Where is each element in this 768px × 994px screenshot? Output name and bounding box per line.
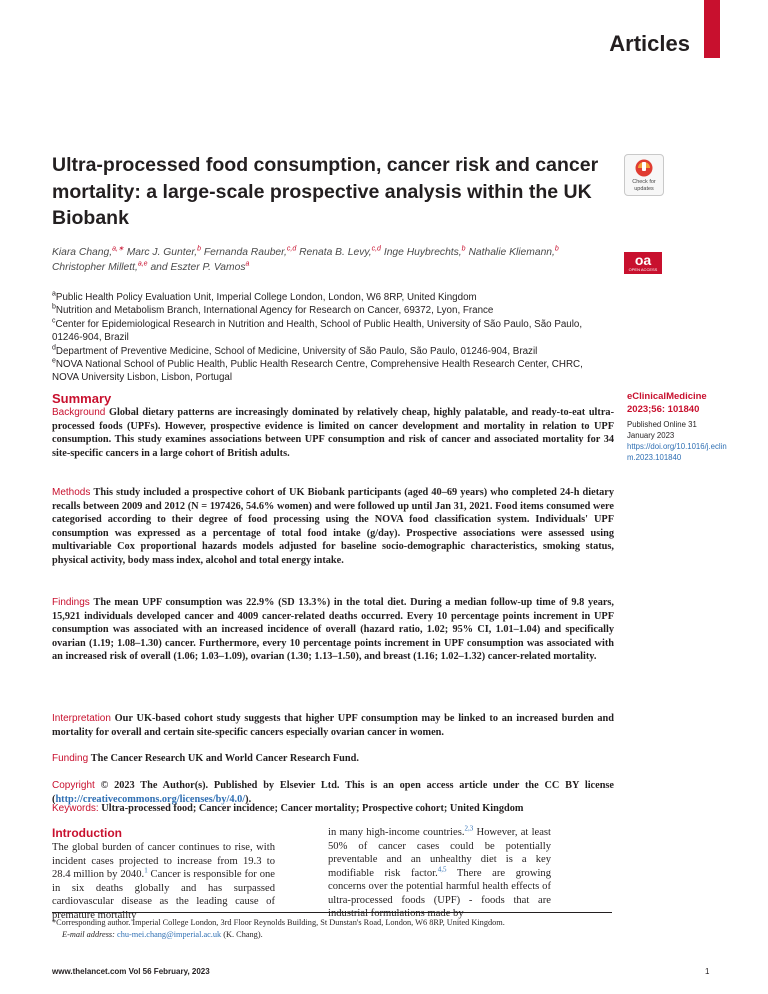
- author-conjunction: and: [150, 262, 168, 273]
- sidebar-journal: eClinicalMedicine: [627, 391, 707, 402]
- affiliation: $^a$Public Health Policy Evaluation Unit, Imperial College London, London, W6 8RP, United Kingdom: [52, 290, 477, 303]
- footer-journal-line: www.thelancet.com Vol 56 February, 2023: [52, 967, 210, 976]
- header-accent-bar: [704, 0, 720, 58]
- introduction-heading-visible: Introduction: [52, 826, 122, 840]
- author[interactable]: Renata B. Levy,$^{c,d}$: [299, 245, 381, 258]
- affiliation: $^e$NOVA National School of Public Health, Public Health Research Centre, Comprehensive Health Research Center, CHRC, NOVA University Lisbon, Lisbon, Portugal: [52, 357, 583, 384]
- check-updates-text-1: Check for: [632, 179, 656, 185]
- open-access-subtext: OPEN ACCESS: [628, 267, 658, 272]
- page-number: 1: [705, 967, 710, 976]
- check-updates-text-2: updates: [634, 186, 654, 192]
- open-access-badge[interactable]: [624, 252, 662, 274]
- author[interactable]: Eszter P. Vamos$^a$: [170, 260, 250, 273]
- author[interactable]: Christopher Millett,$^{a,e}$: [52, 260, 148, 273]
- summary-copyright: Copyright © 2023 The Author(s). Published by Elsevier Ltd. This is an open access article under the CC BY license (http://creativecommons.org/licenses/by/4.0/).: [52, 780, 614, 805]
- summary-methods: Methods This study included a prospective cohort of UK Biobank participants (aged 40–69 years) who completed 24-h dietary recalls between 2009 and 2012 (N = 197426, 54.6% women) and were followed up until Jan 31, 2021. Food items consumed were categorised according to their degree of food processing using the NOVA food classification system. Individuals' UPF consumption was expressed as a percentage of total food intake (g/day). Prospective associations were assessed using multivariable Cox proportional hazards models adjusted for baseline socio-demographic characteristics, smoking status, physical activity, body mass index, alcohol and total energy intake.: [52, 487, 614, 566]
- summary-funding: Funding The Cancer Research UK and World Cancer Research Fund.: [52, 753, 359, 764]
- affiliations: [52, 291, 612, 385]
- author-list: [52, 245, 612, 275]
- author[interactable]: Marc J. Gunter,$^b$: [126, 245, 201, 258]
- summary-keywords: Keywords: Ultra-processed food; Cancer incidence; Cancer mortality; Prospective cohort; United Kingdom: [52, 803, 524, 814]
- affiliation: $^c$Center for Epidemiological Research in Nutrition and Health, School of Public Health, University of São Paulo, São Paulo, 01246-904, Brazil: [52, 317, 583, 344]
- check-for-updates-badge[interactable]: [624, 154, 664, 196]
- sidebar-published: Published Online 31 January 2023: [627, 420, 697, 440]
- summary-findings: Findings The mean UPF consumption was 22.9% (SD 13.3%) in the total diet. During a median follow-up time of 9.8 years, 15,921 individuals developed cancer and 4009 cancer-related deaths occurred. Every 10 percentage points increment in UPF consumption was associated with an increased incidence of overall (hazard ratio, 1.02; 95% CI, 1.01–1.04) and specifically ovarian (1.19; 1.08–1.30) cancer. Furthermore, every 10 percentage points increment in UPF consumption was associated with an increased risk of overall (1.06; 1.03–1.09), ovarian (1.30; 1.13–1.50), and breast (1.16; 1.02–1.32) cancer-related mortality.: [52, 597, 615, 663]
- summary-interpretation: Interpretation Our UK-based cohort study suggests that higher UPF consumption may be linked to an increased burden and mortality for overall and certain site-specific cancers especially ovarian cancer in women.: [52, 713, 614, 738]
- sidebar-volume: 2023;56: 101840: [627, 404, 700, 415]
- article-title: Ultra-processed food consumption, cancer risk and cancer mortality: a large-scale prospective analysis within the UK Biobank: [52, 154, 599, 229]
- summary-background: Background Global dietary patterns are increasingly dominated by relatively cheap, highly palatable, and ready-to-eat ultra-processed foods (UPFs). However, prospective evidence is limited on cancer development and mortality in relation to UPF consumption. This study examines associations between UPF consumption and risk of cancer and associated mortality for 34 site-specific cancers in a large cohort of British adults.: [52, 407, 614, 459]
- corresponding-author-note: *Corresponding author. Imperial College London, 3rd Floor Reynolds Building, St Dunstan's Road, London, W6 8RP, United Kingdom.: [52, 918, 505, 927]
- check-updates-icon: [625, 157, 663, 181]
- intro-column-2: in many high-income countries.$^{2,3}$ However, at least 50% of cancer cases could be potentially preventable and an unhealthy diet is a key modifiable risk factor.$^{4,5}$ There are growing concerns over the potential harmful health effects of ultra-processed foods (UPF) - foods that are industrial formulations made by: [328, 824, 552, 919]
- affiliation: $^b$Nutrition and Metabolism Branch, International Agency for Research on Cancer, 69372, Lyon, France: [52, 304, 494, 317]
- author[interactable]: Inge Huybrechts,$^b$: [383, 245, 466, 258]
- footnote: *Corresponding author. Imperial College London, 3rd Floor Reynolds Building, St Dunstan's Road, London, W6 8RP, United Kingdom. E-mail address: chu-mei.chang@imperial.ac.uk (K. Chang).: [52, 917, 612, 940]
- author[interactable]: Fernanda Rauber,$^{c,d}$: [203, 245, 297, 258]
- sidebar-doi-link[interactable]: https://doi.org/10.1016/j.eclinm.2023.101840: [627, 442, 727, 462]
- author-email-link[interactable]: chu-mei.chang@imperial.ac.uk: [117, 929, 222, 939]
- intro-column-1: The global burden of cancer continues to rise, with incident cases projected to increase from 19.3 to 28.4 million by 2040.$^1$ Cancer is responsible for one in six deaths globally and has surpassed cardiovascular disease as the leading cause of premature mortality: [52, 842, 275, 921]
- author[interactable]: Nathalie Kliemann,$^b$: [468, 245, 559, 258]
- open-access-text: oa: [634, 252, 652, 268]
- author[interactable]: Kiara Chang,$^{a,∗}$: [52, 245, 124, 258]
- summary-heading: Summary: [52, 391, 112, 406]
- license-link[interactable]: http://creativecommons.org/licenses/by/4.0/: [55, 793, 246, 805]
- footnote-divider: [52, 912, 612, 913]
- section-label: Articles: [609, 31, 690, 56]
- affiliation: $^d$Department of Preventive Medicine, School of Medicine, University of São Paulo, São Paulo, 01246-904, Brazil: [52, 344, 538, 357]
